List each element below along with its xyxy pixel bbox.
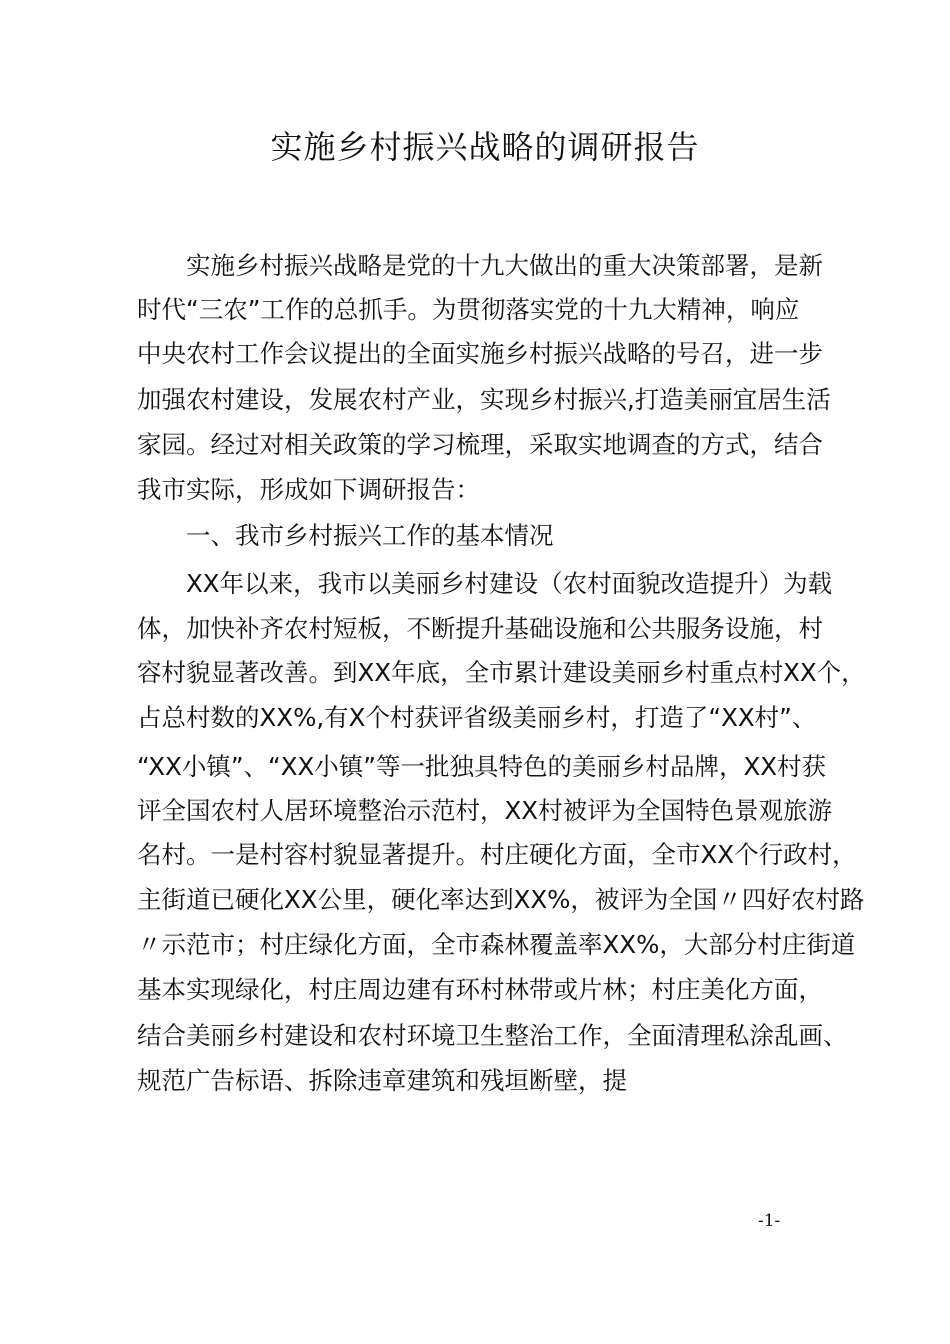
paragraph-line: 结合美丽乡村建设和农村环境卫生整治工作，全面清理私涂乱画、 (137, 1021, 848, 1050)
paragraph-line: 主街道已硬化XX公里，硬化率达到XX%，被评为全国〃四好农村路 (137, 885, 865, 914)
paragraph-line: 占总村数的XX%,有X个村获评省级美丽乡村，打造了“XX村”、 (137, 703, 817, 732)
paragraph-line: 名村。一是村容村貌显著提升。村庄硬化方面，全市XX个行政村， (137, 840, 857, 869)
paragraph-line: 我市实际，形成如下调研报告： (137, 475, 480, 504)
paragraph-line: 加强农村建设，发展农村产业，实现乡村振兴,打造美丽宜居生活 (137, 385, 831, 414)
section-heading: 一、我市乡村振兴工作的基本情况 (186, 521, 554, 550)
paragraph-line: 容村貌显著改善。到XX年底，全市累计建设美丽乡村重点村XX个， (137, 658, 866, 687)
paragraph-line: 实施乡村振兴战略是党的十九大做出的重大决策部署，是新 (186, 251, 823, 280)
paragraph-line: 规范广告标语、拆除违章建筑和残垣断壁，提 (137, 1066, 627, 1095)
paragraph-line: 中央农村工作会议提出的全面实施乡村振兴战略的号召，进一步 (137, 339, 823, 368)
paragraph-line: XX年以来，我市以美丽乡村建设（农村面貌改造提升）为载 (186, 569, 833, 598)
page-number: -1- (758, 1211, 781, 1231)
paragraph-line: 〃示范市；村庄绿化方面，全市森林覆盖率XX%，大部分村庄街道 (137, 930, 856, 959)
document-title: 实施乡村振兴战略的调研报告 (270, 128, 700, 166)
paragraph-line: 体，加快补齐农村短板，不断提升基础设施和公共服务设施，村 (137, 614, 823, 643)
paragraph-line: “XX小镇”、“XX小镇”等一批独具特色的美丽乡村品牌，XX村获 (137, 752, 827, 781)
paragraph-line: 时代“三农”工作的总抓手。为贯彻落实党的十九大精神，响应 (137, 295, 800, 324)
paragraph-line: 家园。经过对相关政策的学习梳理，采取实地调查的方式，结合 (137, 430, 823, 459)
paragraph-line: 基本实现绿化，村庄周边建有环村林带或片林；村庄美化方面， (137, 975, 823, 1004)
paragraph-line: 评全国农村人居环境整治示范村，XX村被评为全国特色景观旅游 (137, 796, 833, 825)
